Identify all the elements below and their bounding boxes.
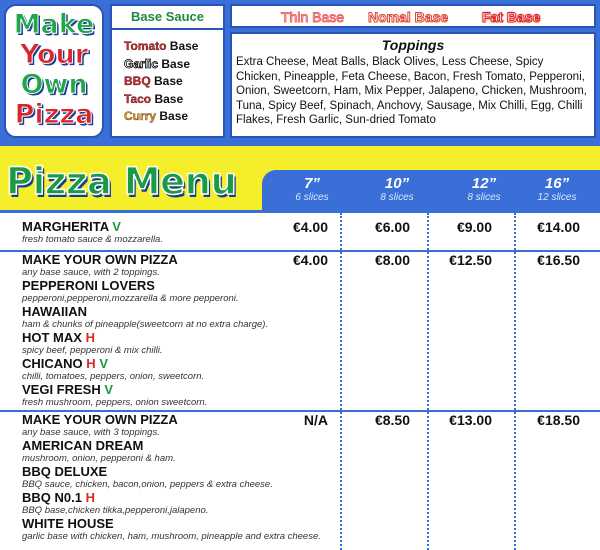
menu-table	[0, 210, 600, 550]
price-12: €12.50	[449, 252, 492, 268]
menu-item-hot-max: HOT MAX H spicy beef, pepperoni & mix chilli.	[22, 330, 163, 356]
column-divider	[340, 252, 342, 410]
price-12: €13.00	[449, 412, 492, 428]
menu-title: Pizza Menu	[6, 160, 237, 203]
menu-item-margherita: MARGHERITA V fresh tomato sauce & mozzarella.	[22, 219, 163, 245]
column-divider	[427, 412, 429, 550]
menu-item-american-dream: AMERICAN DREAM mushroom, onion, pepperoni & ham.	[22, 438, 176, 464]
size-col-12: 12” 8 slices	[467, 175, 501, 203]
size-header	[262, 170, 600, 210]
menu-section-1	[0, 213, 600, 250]
normal-base-label: Nomal Base	[368, 9, 449, 25]
price-16: €14.00	[537, 219, 580, 235]
price-10: €8.50	[374, 412, 410, 428]
price-16: €18.50	[537, 412, 580, 428]
toppings-panel	[230, 32, 596, 138]
base-sauce-title: Base Sauce	[112, 6, 223, 30]
price-16: €16.50	[537, 252, 580, 268]
sauce-item-garlic: Garlic Base	[124, 56, 191, 71]
sauce-item-curry: Curry Base	[124, 109, 189, 123]
menu-section-3	[0, 412, 600, 550]
toppings-list: Extra Cheese, Meat Balls, Black Olives, Less Cheese, Spicy Chicken, Pineapple, Feta Cheese, Bacon, Fresh Tomato, Pepperoni, Onion, Sweetcorn, Ham, Mix Pepper, Jalapeno, Chicken, Mushroom, Tuna, Spicy Beef, Spinach, Anchovy, Sausage, Mix Chilli, Egg, Chilli Flakes, Fresh Garlic, Sun-dried Tomato	[236, 56, 587, 126]
menu-item-chicano: CHICANO H V chilli, tomatoes, peppers, onion, sweetcorn.	[22, 356, 205, 382]
logo-line-2: Your	[19, 39, 89, 70]
column-divider	[514, 252, 516, 410]
size-col-10: 10” 8 slices	[380, 175, 414, 203]
top-banner	[0, 0, 600, 146]
base-sauce-panel	[110, 4, 225, 138]
menu-item-white-house: WHITE HOUSE garlic base with chicken, ham, mushroom, pineapple and extra cheese.	[22, 516, 321, 542]
column-divider	[340, 412, 342, 550]
price-12: €9.00	[456, 219, 492, 235]
price-7: N/A	[303, 412, 328, 428]
menu-item-make-your-own-2: MAKE YOUR OWN PIZZA any base sauce, with 2 toppings.	[22, 252, 178, 278]
logo-line-4: Pizza	[14, 99, 94, 130]
logo-line-1: Make	[13, 9, 95, 40]
logo	[4, 4, 104, 138]
sauce-item-taco: Taco Base	[124, 91, 184, 106]
price-7: €4.00	[292, 252, 328, 268]
menu-item-hawaiian: HAWAIIAN ham & chunks of pineapple(sweetcorn at no extra charge).	[22, 304, 269, 330]
column-divider	[514, 412, 516, 550]
thin-base-label: Thin Base	[281, 9, 345, 25]
sauce-item-tomato: Tomato Base	[124, 39, 199, 53]
menu-section-2	[0, 252, 600, 410]
menu-item-vegi-fresh: VEGI FRESH V fresh mushroom, peppers, onion sweetcorn.	[22, 382, 208, 408]
sauce-list	[112, 30, 223, 126]
menu-item-bbq-no1: BBQ N0.1 H BBQ base,chicken tikka,pepperoni,jalapeno.	[22, 490, 209, 516]
size-col-7: 7” 6 slices	[295, 175, 329, 203]
fat-base-label: Fat Base	[482, 9, 541, 25]
base-options	[230, 4, 596, 28]
price-7: €4.00	[292, 219, 328, 235]
menu-item-bbq-deluxe: BBQ DELUXE BBQ sauce, chicken, bacon,onion, peppers & extra cheese.	[22, 464, 273, 490]
size-col-16: 16” 12 slices	[537, 175, 577, 203]
column-divider	[427, 252, 429, 410]
toppings-title: Toppings	[381, 37, 445, 53]
menu-item-pepperoni-lovers: PEPPERONI LOVERS pepperoni,pepperoni,mozzarella & more pepperoni.	[22, 278, 239, 304]
price-10: €6.00	[374, 219, 410, 235]
logo-line-3: Own	[20, 69, 88, 100]
menu-item-make-your-own-3: MAKE YOUR OWN PIZZA any base sauce, with 3 toppings.	[22, 412, 178, 438]
sauce-item-bbq: BBQ Base	[124, 74, 183, 88]
price-10: €8.00	[374, 252, 410, 268]
